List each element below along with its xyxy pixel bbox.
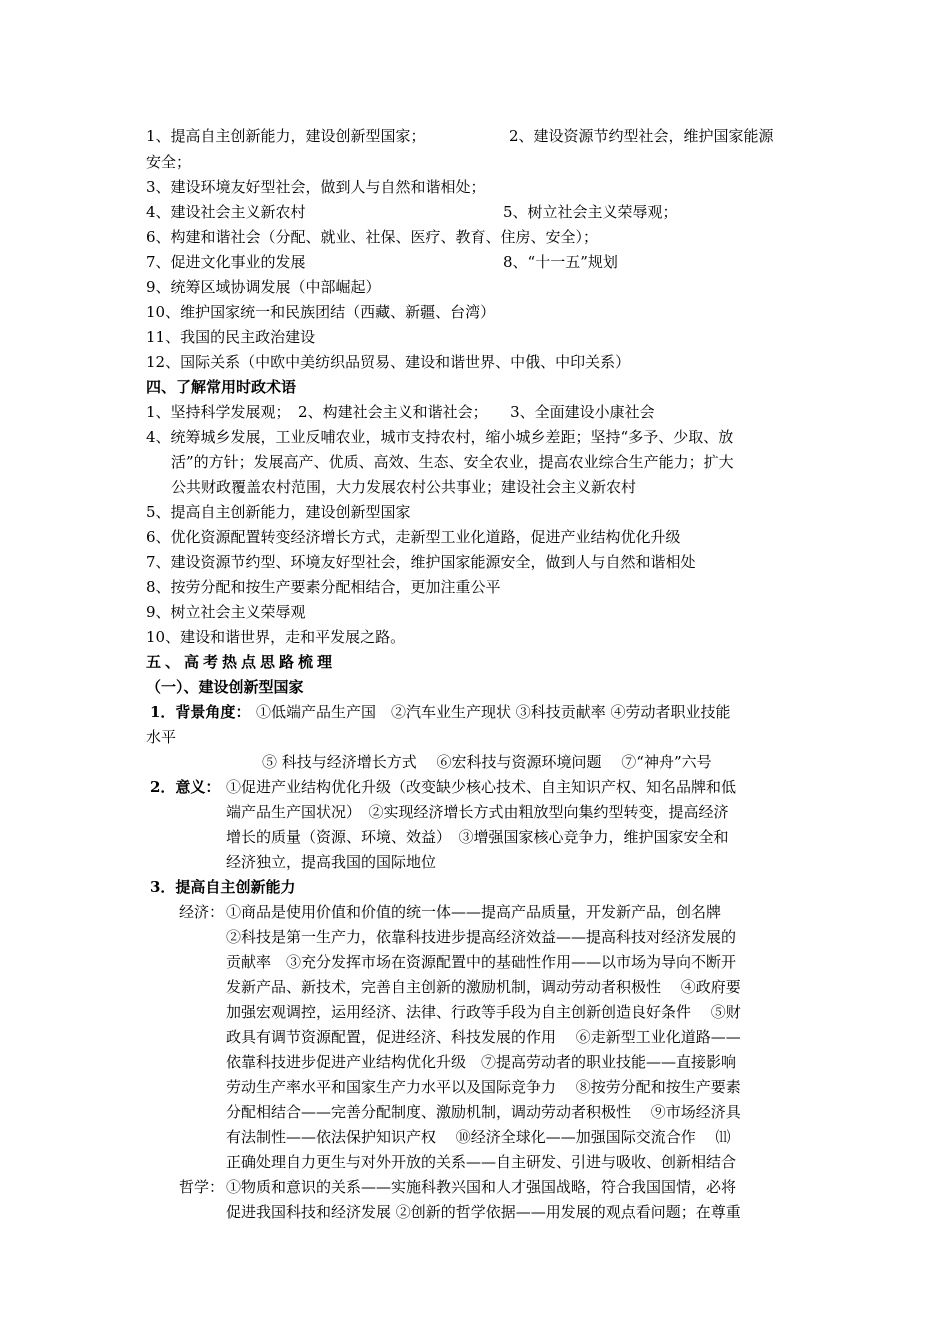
background-label: 1．背景角度： [150,703,251,721]
economics-line-5: 加强宏观调控，运用经济、法律、行政等手段为自主创新创造良好条件 ⑤财 [226,1003,741,1021]
term-line-4-cont-2: 公共财政覆盖农村范围，大力发展农村公共事业；建设社会主义新农村 [171,478,637,496]
background-line-2: ⑤ 科技与经济增长方式 ⑥宏科技与资源环境问题 ⑦“神舟”六号 [262,753,712,771]
topic-item-2-cont: 安全； [146,153,192,171]
economics-line-1: ①商品是使用价值和价值的统一体——提高产品质量，开发新产品，创名牌 [226,903,722,921]
topic-item-4: 4、建设社会主义新农村 [146,203,306,221]
term-line-10: 10、建设和谐世界，走和平发展之路。 [146,628,406,646]
term-line-6: 6、优化资源配置转变经济增长方式，走新型工业化道路，促进产业结构优化升级 [146,528,681,546]
section-5-heading: 五、高考热点思路梳理 [146,653,337,671]
term-line-8: 8、按劳分配和按生产要素分配相结合，更加注重公平 [146,578,501,596]
significance-line-3: 增长的质量（资源、环境、效益） ③增强国家核心竞争力，维护国家安全和 [226,828,729,846]
economics-line-8: 劳动生产率水平和国家生产力水平以及国际竞争力 ⑧按劳分配和按生产要素 [226,1078,741,1096]
topic-item-8: 8、“十一五”规划 [503,253,618,271]
subsection-1-heading: （一）、建设创新型国家 [146,678,304,696]
term-line-9: 9、树立社会主义荣辱观 [146,603,306,621]
topic-item-10: 10、维护国家统一和民族团结（西藏、新疆、台湾） [146,303,496,321]
background-line-1: ①低端产品生产国 ②汽车业生产现状 ③科技贡献率 ④劳动者职业技能 [256,703,731,721]
term-line-1: 1、坚持科学发展观； 2、构建社会主义和谐社会； 3、全面建设小康社会 [146,403,655,421]
significance-line-4: 经济独立，提高我国的国际地位 [226,853,437,871]
term-line-5: 5、提高自主创新能力，建设创新型国家 [146,503,411,521]
term-line-4: 4、统筹城乡发展，工业反哺农业，城市支持农村，缩小城乡差距；坚持“多予、少取、放 [146,428,734,446]
economics-line-3: 贡献率 ③充分发挥市场在资源配置中的基础性作用——以市场为导向不断开 [226,953,737,971]
topic-item-7: 7、促进文化事业的发展 [146,253,306,271]
economics-line-7: 依靠科技进步促进产业结构优化升级 ⑦提高劳动者的职业技能——直接影响 [226,1053,737,1071]
topic-item-6: 6、构建和谐社会（分配、就业、社保、医疗、教育、住房、安全）； [146,228,599,246]
economics-line-10: 有法制性——依法保护知识产权 ⑩经济全球化——加强国际交流合作 ⑾ [226,1128,731,1146]
significance-line-1: ①促进产业结构优化升级（改变缺少核心技术、自主知识产权、知名品牌和低 [226,778,737,796]
topic-item-3: 3、建设环境友好型社会，做到人与自然和谐相处； [146,178,486,196]
economics-line-2: ②科技是第一生产力，依靠科技进步提高经济效益——提高科技对经济发展的 [226,928,737,946]
economics-line-11: 正确处理自力更生与对外开放的关系——自主研发、引进与吸收、创新相结合 [226,1153,737,1171]
background-line-1-cont: 水平 [146,728,177,746]
section-4-heading: 四、了解常用时政术语 [146,378,297,396]
innovation-heading: 3．提高自主创新能力 [150,878,296,896]
significance-label: 2．意义： [150,778,221,796]
economics-line-4: 发新产品、新技术，完善自主创新的激励机制，调动劳动者积极性 ④政府要 [226,978,741,996]
topic-item-11: 11、我国的民主政治建设 [146,328,316,346]
topic-item-1: 1、提高自主创新能力，建设创新型国家； [146,127,426,145]
economics-label: 经济： [179,903,225,921]
topic-item-5: 5、树立社会主义荣辱观； [503,203,678,221]
topic-item-9: 9、统筹区域协调发展（中部崛起） [146,278,381,296]
philosophy-line-2: 促进我国科技和经济发展 ②创新的哲学依据——用发展的观点看问题；在尊重 [226,1203,741,1221]
term-line-7: 7、建设资源节约型、环境友好型社会，维护国家能源安全，做到人与自然和谐相处 [146,553,696,571]
term-line-4-cont-1: 活”的方针；发展高产、优质、高效、生态、安全农业，提高农业综合生产能力；扩大 [171,453,734,471]
philosophy-label: 哲学： [179,1178,225,1196]
topic-item-2: 2、建设资源节约型社会，维护国家能源 [509,127,774,145]
significance-line-2: 端产品生产国状况） ②实现经济增长方式由粗放型向集约型转变，提高经济 [226,803,729,821]
economics-line-6: 政具有调节资源配置，促进经济、科技发展的作用 ⑥走新型工业化道路—— [226,1028,741,1046]
economics-line-9: 分配相结合——完善分配制度、激励机制，调动劳动者积极性 ⑨市场经济具 [226,1103,741,1121]
philosophy-line-1: ①物质和意识的关系——实施科教兴国和人才强国战略，符合我国国情，必将 [226,1178,737,1196]
topic-item-12: 12、国际关系（中欧中美纺织品贸易、建设和谐世界、中俄、中印关系） [146,353,631,371]
